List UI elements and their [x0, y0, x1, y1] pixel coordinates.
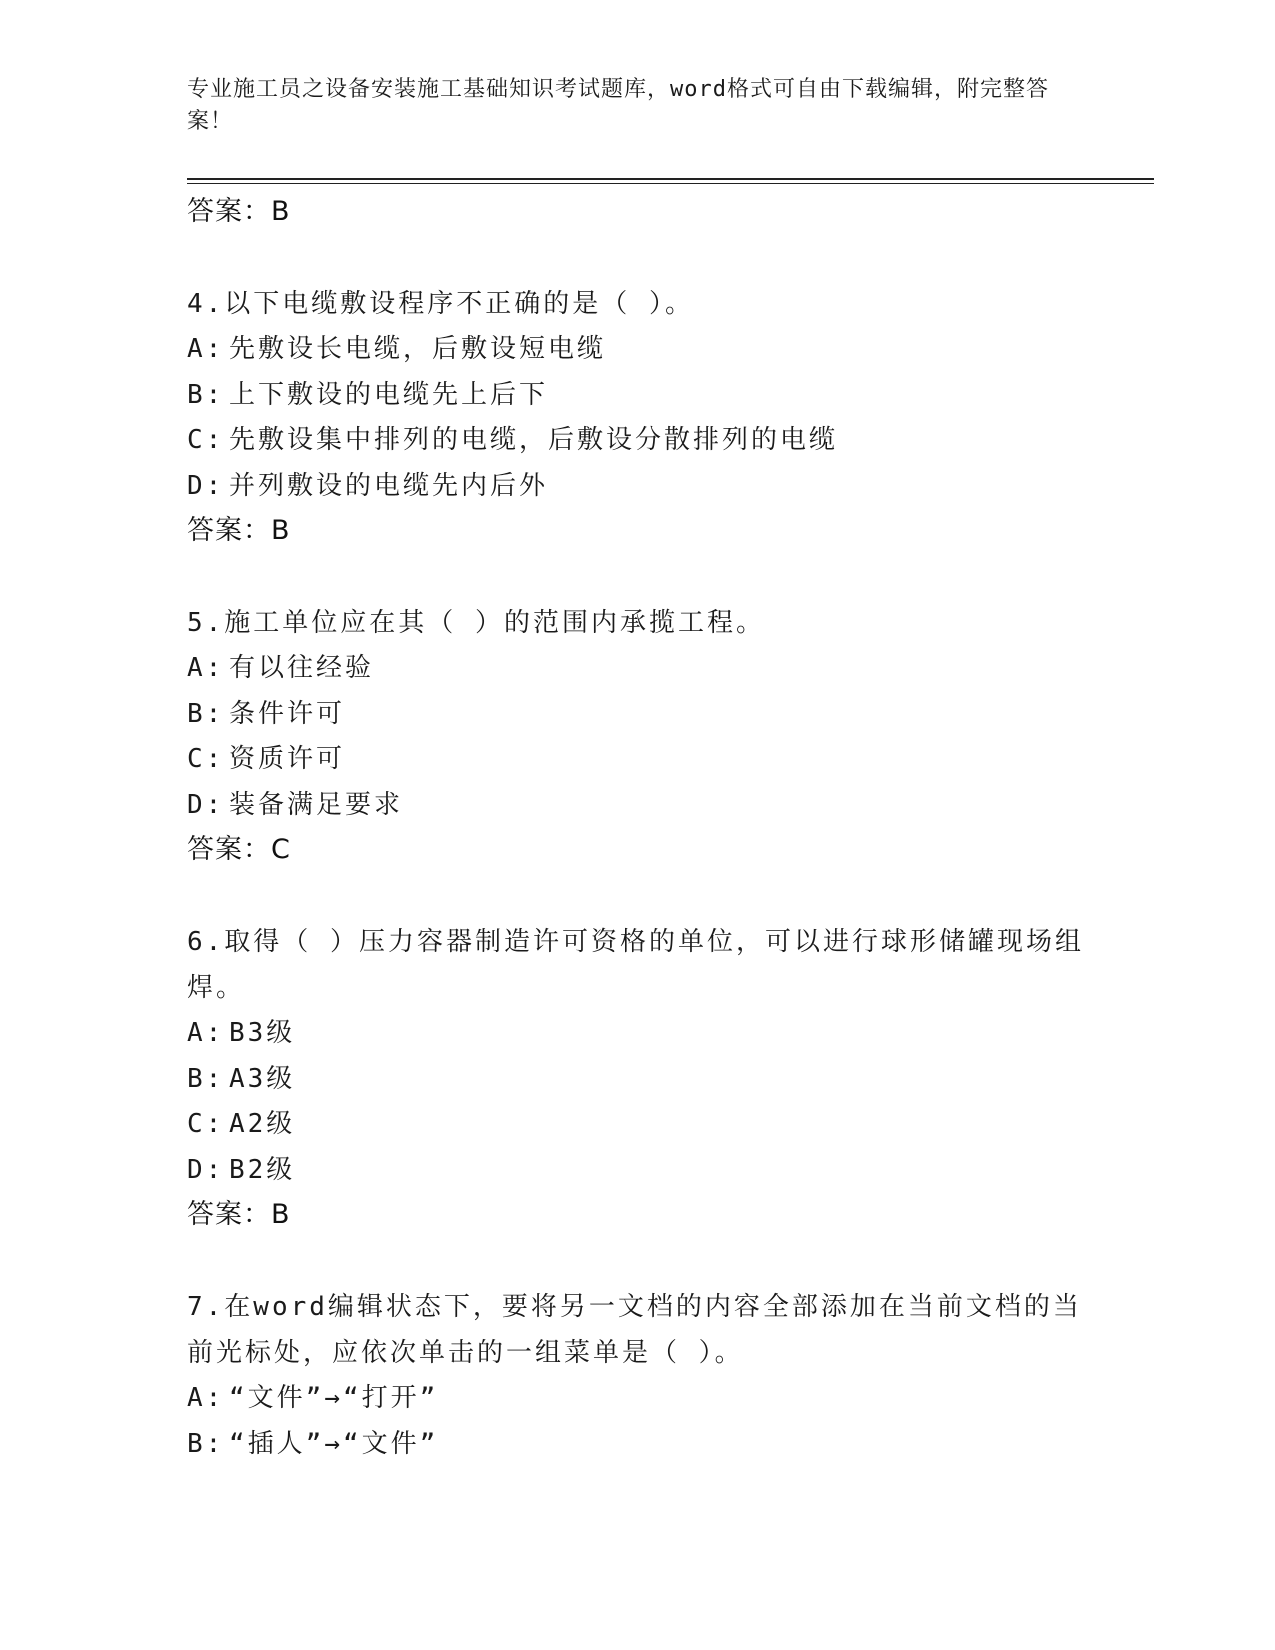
question-5	[187, 600, 1087, 872]
option-text: A2级	[229, 1109, 296, 1139]
option-d	[187, 464, 1087, 510]
option-letter: D:	[187, 789, 225, 820]
option-text: 并列敷设的电缆先内后外	[229, 470, 549, 501]
option-a	[187, 327, 1087, 373]
option-letter: A:	[187, 653, 225, 683]
option-a	[187, 1376, 1087, 1422]
option-text: B2级	[229, 1154, 296, 1185]
option-letter: B:	[187, 1063, 225, 1094]
question-4	[187, 281, 1087, 553]
option-d	[187, 1148, 1087, 1194]
question-text: 7.在word编辑状态下，要将另一文档的内容全部添加在当前文档的当前光标处，应依次单击的一组菜单是（ ）。	[187, 1292, 1082, 1368]
option-text: 有以往经验	[229, 653, 375, 683]
option-letter: C:	[187, 744, 225, 774]
option-letter: A:	[187, 1383, 225, 1413]
answer-line: 答案：B	[187, 1199, 291, 1230]
question-7	[187, 1284, 1087, 1467]
question-text: 4.以下电缆敷设程序不正确的是（ ）。	[187, 289, 694, 319]
question-6	[187, 919, 1087, 1237]
document-body	[187, 190, 1087, 1467]
header-divider-thin	[187, 183, 1154, 184]
option-letter: D:	[187, 470, 225, 501]
answer-line-q3: 答案：B	[187, 196, 291, 227]
option-text: 装备满足要求	[229, 789, 404, 820]
option-text: 条件许可	[229, 698, 346, 729]
option-text: 先敷设长电缆，后敷设短电缆	[229, 334, 607, 364]
option-a	[187, 1011, 1087, 1057]
document-header: 专业施工员之设备安装施工基础知识考试题库，word格式可自由下载编辑，附完整答案！	[187, 77, 1049, 134]
question-text: 5.施工单位应在其（ ）的范围内承揽工程。	[187, 608, 765, 638]
option-text: “文件”→“打开”	[229, 1383, 439, 1413]
option-letter: B:	[187, 379, 225, 410]
option-c	[187, 418, 1087, 464]
option-letter: A:	[187, 334, 225, 364]
option-letter: B:	[187, 1428, 225, 1459]
option-letter: C:	[187, 1109, 225, 1139]
option-text: 资质许可	[229, 744, 346, 774]
option-b	[187, 373, 1087, 419]
option-a	[187, 646, 1087, 692]
option-d	[187, 783, 1087, 829]
option-c	[187, 1102, 1087, 1148]
option-letter: A:	[187, 1018, 225, 1048]
option-text: 上下敷设的电缆先上后下	[229, 379, 549, 410]
option-text: B3级	[229, 1018, 296, 1048]
question-text: 6.取得（ ）压力容器制造许可资格的单位，可以进行球形储罐现场组焊。	[187, 927, 1084, 1003]
option-b	[187, 692, 1087, 738]
answer-line: 答案：B	[187, 515, 291, 546]
header-divider-thick	[187, 178, 1154, 180]
option-b	[187, 1057, 1087, 1103]
option-c	[187, 737, 1087, 783]
answer-line: 答案：C	[187, 834, 291, 865]
option-text: A3级	[229, 1063, 296, 1094]
option-letter: D:	[187, 1154, 225, 1185]
option-text: “插人”→“文件”	[229, 1428, 439, 1459]
option-text: 先敷设集中排列的电缆，后敷设分散排列的电缆	[229, 425, 839, 455]
option-b	[187, 1422, 1087, 1468]
option-letter: B:	[187, 698, 225, 729]
option-letter: C:	[187, 425, 225, 455]
